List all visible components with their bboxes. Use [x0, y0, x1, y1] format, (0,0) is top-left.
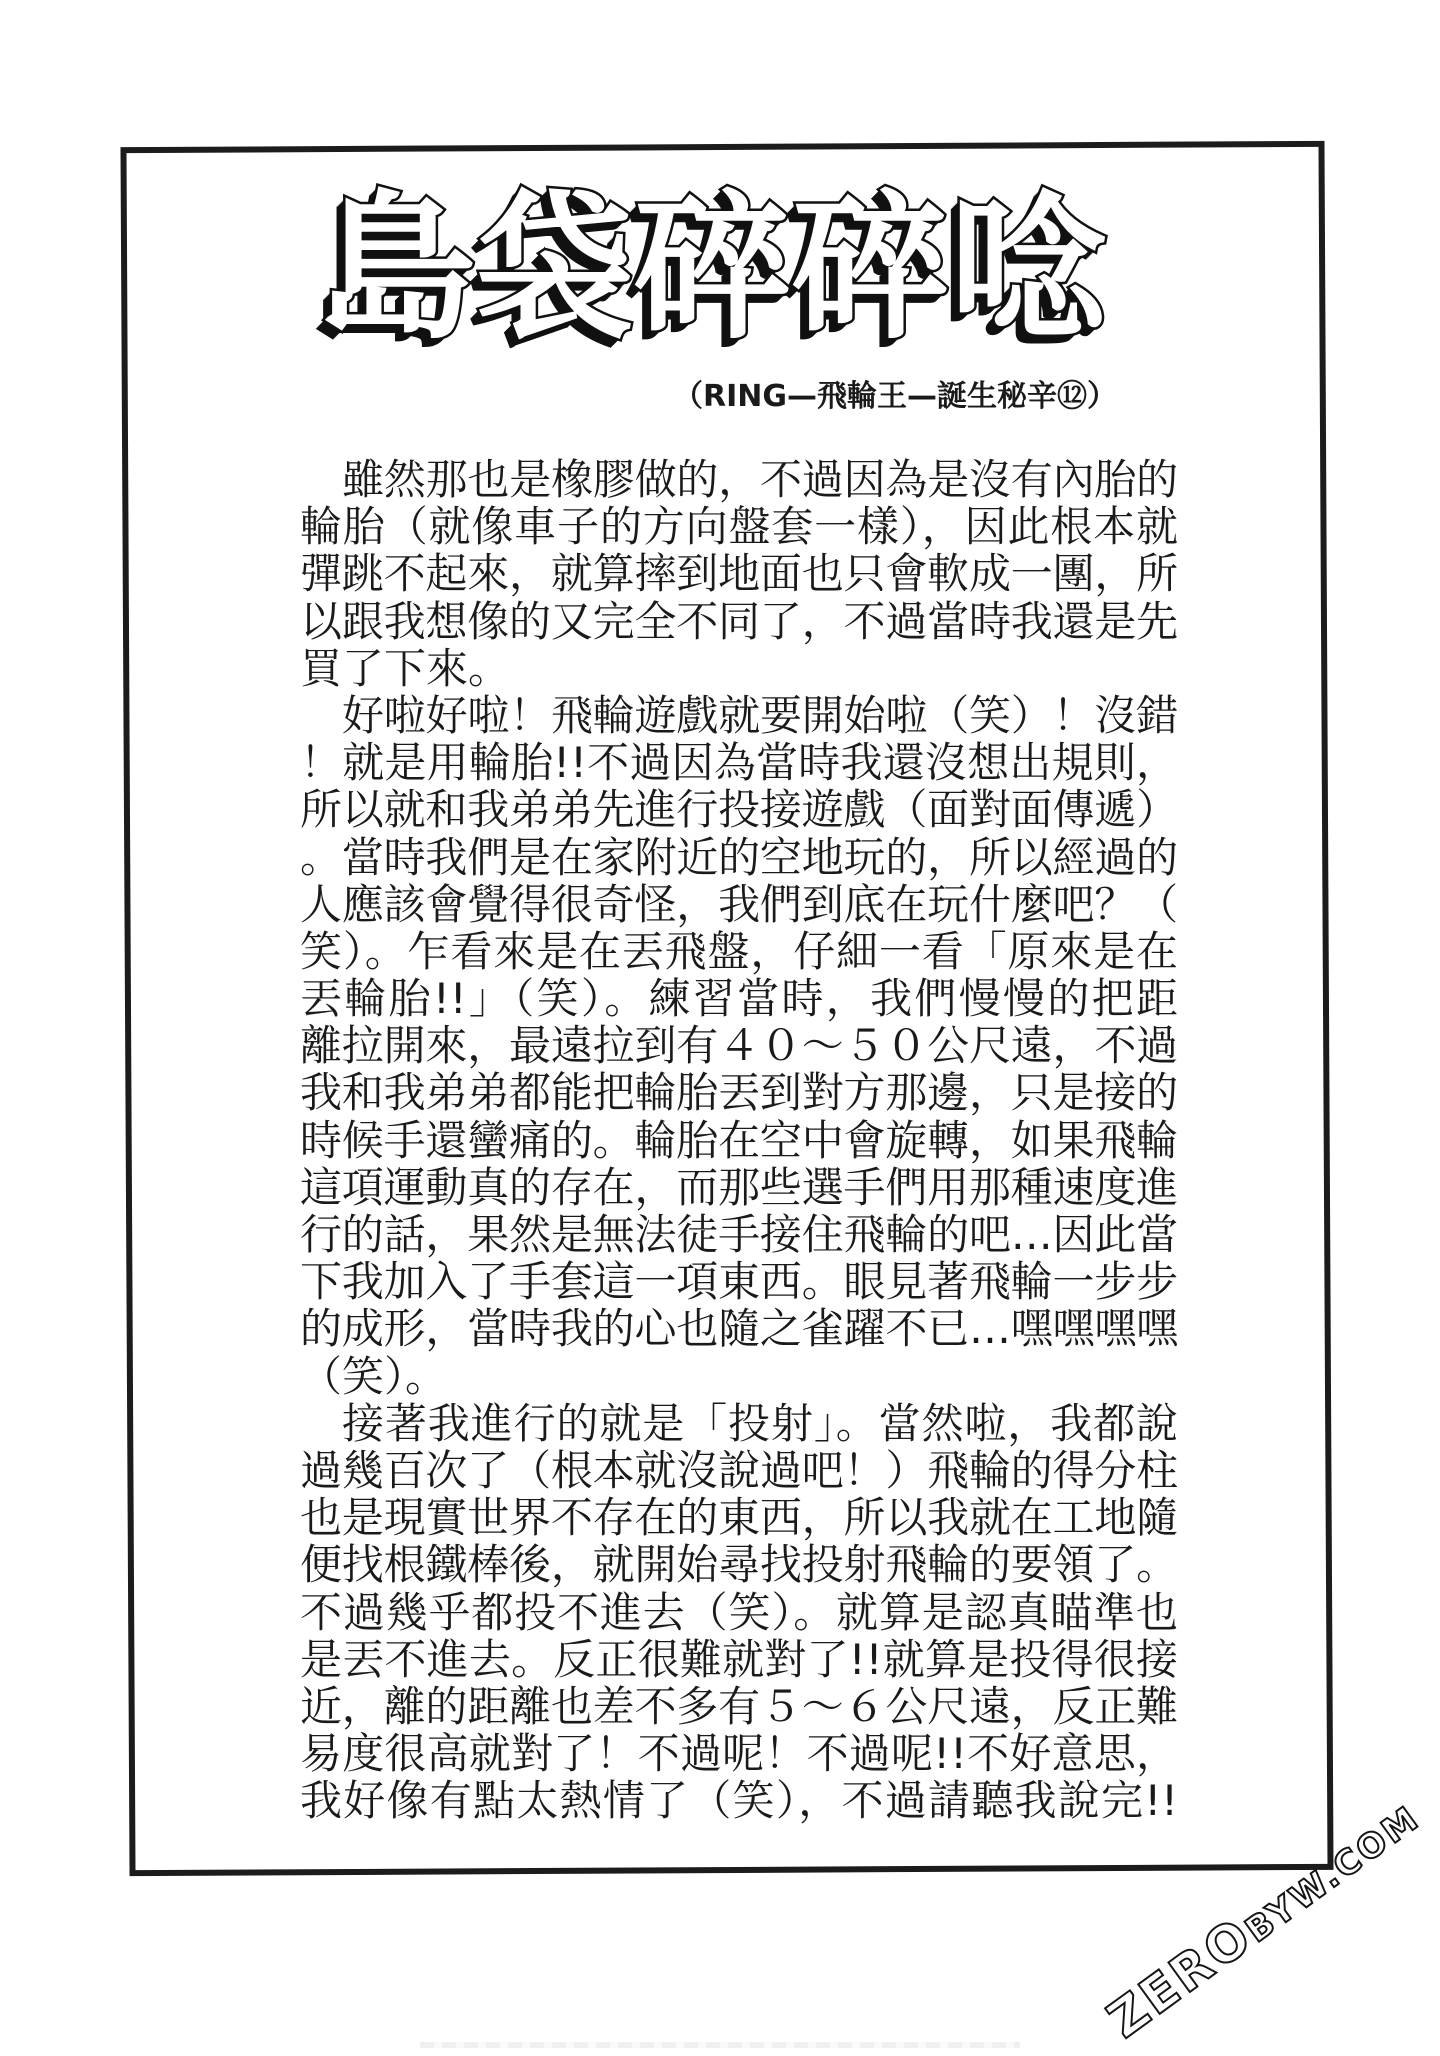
body-line-text: 人應該會覺得很奇怪，我們到底在玩什麼吧？（ — [300, 879, 1178, 929]
body-line — [300, 786, 1178, 833]
body-line-text: 這項運動真的存在，而那些選手們用那種速度進 — [300, 1162, 1178, 1212]
body-line-text: 好啦好啦！飛輪遊戲就要開始啦（笑）！沒錯 — [342, 690, 1178, 740]
watermark-primary: ZERO — [1097, 1906, 1264, 2050]
body-line — [300, 598, 1178, 645]
body-line-text: 易度很高就對了！不過呢！不過呢!!不好意思， — [300, 1729, 1178, 1779]
body-line-text: 以跟我想像的又完全不同了，不過當時我還是先 — [300, 596, 1178, 646]
body-line — [300, 881, 1178, 928]
body-line-text: 買了下來。 — [300, 643, 511, 693]
body-line-text: 笑）。乍看來是在丟飛盤，仔細一看「原來是在 — [300, 926, 1178, 976]
body-line-text: 雖然那也是橡膠做的，不過因為是沒有內胎的 — [342, 455, 1178, 504]
body-line-text: 行的話，果然是無法徒手接住飛輪的吧…因此當 — [300, 1210, 1178, 1259]
body-line — [300, 1069, 1178, 1116]
body-line — [300, 1117, 1178, 1164]
article-body — [300, 456, 1178, 1824]
body-line — [300, 692, 1178, 739]
body-line — [300, 1022, 1178, 1069]
body-line-text: 我和我弟弟都能把輪胎丟到對方那邊，只是接的 — [300, 1068, 1178, 1118]
body-line-text: 。當時我們是在家附近的空地玩的，所以經過的 — [300, 832, 1178, 882]
body-line — [300, 456, 1178, 503]
body-line-text: 近，離的距離也差不多有５～６公尺遠，反正難 — [300, 1681, 1178, 1731]
watermark-secondary: BYW.COM — [1238, 1797, 1428, 1951]
body-line — [300, 1211, 1178, 1258]
body-line-text: 所以就和我弟弟先進行投接遊戲（面對面傳遞） — [300, 785, 1178, 835]
body-line — [300, 1353, 1178, 1400]
body-line-text: 接著我進行的就是「投射」。當然啦，我都說 — [342, 1398, 1178, 1448]
body-line — [300, 834, 1178, 881]
body-line — [300, 1589, 1178, 1636]
body-line-text: 離拉開來，最遠拉到有４０～５０公尺遠，不過 — [300, 1021, 1178, 1071]
article-title: 島袋碎碎唸 — [318, 177, 1108, 361]
body-line — [300, 975, 1178, 1022]
body-line-text: 不過幾乎都投不進去（笑）。就算是認真瞄準也 — [300, 1587, 1178, 1637]
body-line — [300, 1730, 1178, 1777]
body-line — [300, 1683, 1178, 1730]
body-line-text: 的成形，當時我的心也隨之雀躍不已…嘿嘿嘿嘿 — [300, 1304, 1178, 1354]
body-line-text: 時候手還蠻痛的。輪胎在空中會旋轉，如果飛輪 — [300, 1115, 1178, 1165]
body-line — [300, 928, 1178, 975]
body-line — [300, 1447, 1178, 1494]
body-line-text: ！就是用輪胎!!不過因為當時我還沒想出規則， — [300, 738, 1178, 788]
body-line — [300, 739, 1178, 786]
body-line — [300, 1305, 1178, 1352]
body-line-text: 是丟不進去。反正很難就對了!!就算是投得很接 — [300, 1634, 1178, 1684]
body-line-text: 我好像有點太熱情了（笑），不過請聽我說完!! — [300, 1776, 1178, 1826]
body-line — [300, 645, 1178, 692]
body-line-text: （笑）。 — [300, 1351, 448, 1401]
body-line — [300, 550, 1178, 597]
body-line-text: 輪胎（就像車子的方向盤套一樣），因此根本就 — [300, 502, 1178, 552]
body-line-text: 便找根鐵棒後，就開始尋找投射飛輪的要領了。 — [300, 1540, 1178, 1590]
body-line-text: 過幾百次了（根本就沒說過吧！）飛輪的得分柱 — [300, 1445, 1178, 1495]
body-line — [300, 1541, 1178, 1588]
body-line-text: 也是現實世界不存在的東西，所以我就在工地隨 — [300, 1493, 1178, 1543]
body-line — [300, 503, 1178, 550]
body-line-text: 彈跳不起來，就算摔到地面也只會軟成一團，所 — [300, 549, 1178, 599]
body-line — [300, 1400, 1178, 1447]
body-line — [300, 1777, 1178, 1824]
body-line — [300, 1258, 1178, 1305]
body-line-text: 下我加入了手套這一項東西。眼見著飛輪一步步 — [300, 1257, 1178, 1307]
body-line — [300, 1636, 1178, 1683]
body-line — [300, 1494, 1178, 1541]
body-line — [300, 1164, 1178, 1211]
bleed-through-smudge — [420, 2042, 1020, 2048]
body-line-text: 丟輪胎!!」（笑）。練習當時，我們慢慢的把距 — [300, 974, 1178, 1024]
article-subtitle: （RING—飛輪王—誕生秘辛⑫） — [673, 379, 1117, 414]
